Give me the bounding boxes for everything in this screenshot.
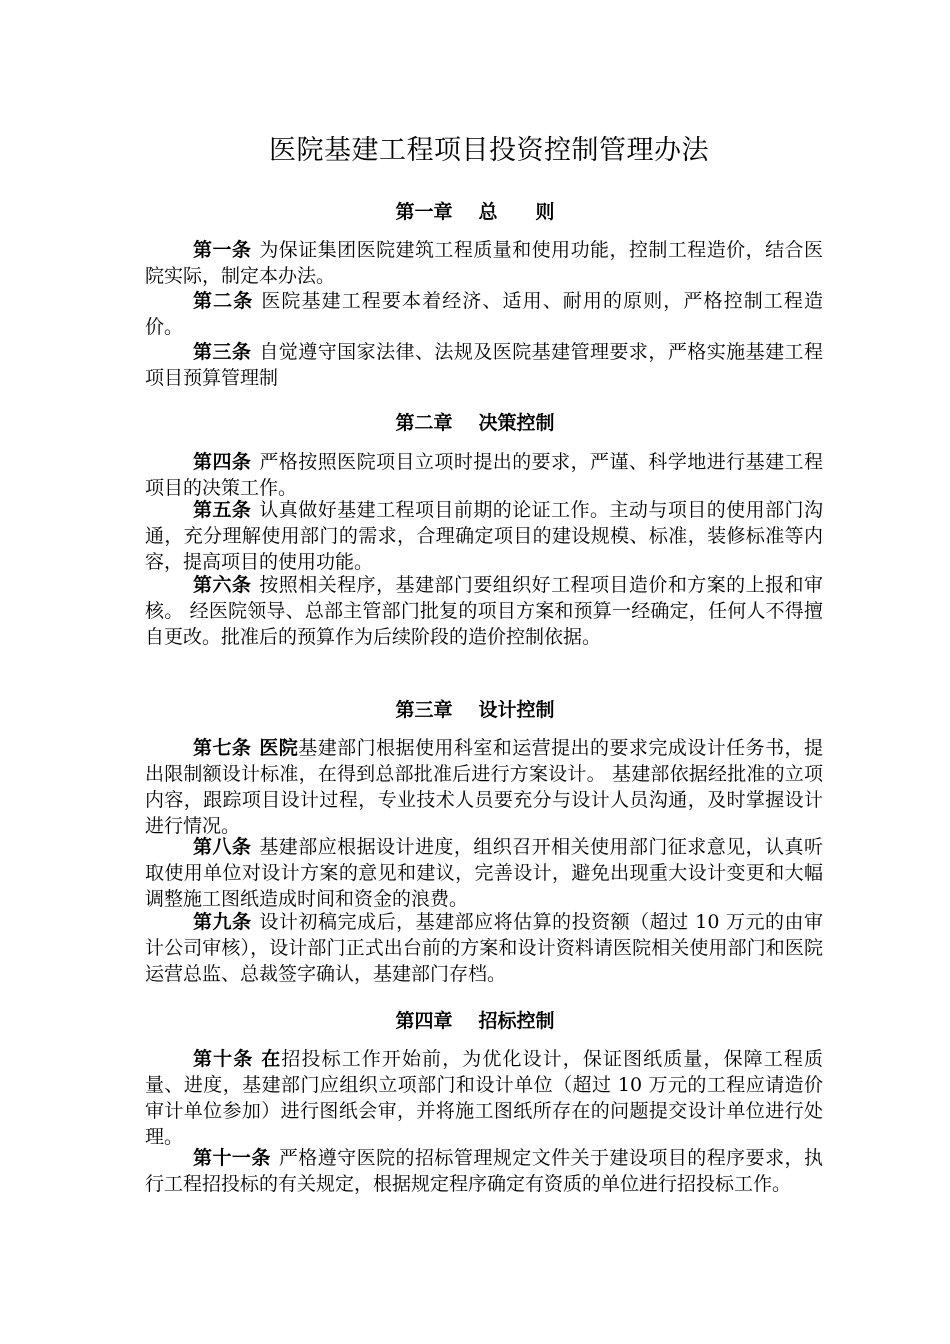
article-label: 第二条 [193,290,254,312]
chapter-label: 第二章 [395,412,453,434]
document-title: 医院基建工程项目投资控制管理办法 [269,135,709,166]
chapter-label: 第三章 [395,699,453,721]
article-3 [145,339,823,391]
article-text: 认真做好基建工程项目前期的论证工作。主动与项目的使用部门沟通，充分理解使用部门的需求，合理确定项目的建设规模、标准，装修标准等内容，提高项目的使用功能。 [145,499,823,573]
article-4 [145,449,823,501]
article-lead: 医院 [259,737,299,759]
article-10 [145,1046,823,1150]
chapter-heading-1 [0,199,950,225]
chapter-name-part: 总 [478,201,498,223]
article-label: 第五条 [193,499,252,521]
article-text: 基建部应根据设计进度，组织召开相关使用部门征求意见，认真听取使用单位对设计方案的意见和建议，完善设计，避免出现重大设计变更和大幅调整施工图纸造成时间和资金的浪费。 [145,836,823,910]
article-text: 严格遵守医院的招标管理规定文件关于建设项目的程序要求，执行工程招投标的有关规定，根据规定程序确定有资质的单位进行招投标工作。 [145,1147,823,1195]
chapter-heading-4 [0,1008,950,1034]
article-label: 第九条 [193,911,252,933]
article-label: 第三条 [193,341,252,363]
article-text: 医院基建工程要本着经济、适用、耐用的原则，严格控制工程造价。 [145,290,823,338]
article-label: 第十一条 [193,1147,271,1169]
article-label: 第七条 [193,737,252,759]
article-label: 第十条 [193,1048,254,1070]
article-label: 第八条 [193,836,252,858]
chapter-heading-2 [0,410,950,436]
article-text: 招投标工作开始前，为优化设计，保证图纸质量，保障工程质量、进度，基建部门应组织立项部门和设计单位（超过 10 万元的工程应请造价审计单位参加）进行图纸会审，并将施工图纸所存在的问题提交设计单位进行处理。 [145,1048,823,1148]
article-label: 第六条 [193,574,252,596]
article-text: 为保证集团医院建筑工程质量和使用功能，控制工程造价，结合医院实际，制定本办法。 [145,239,823,287]
chapter-label: 第一章 [395,201,453,223]
article-7 [145,735,823,839]
chapter-label: 第四章 [395,1010,453,1032]
article-label: 第一条 [193,239,252,261]
article-text: 严格按照医院项目立项时提出的要求，严谨、科学地进行基建工程项目的决策工作。 [145,451,823,499]
chapter-name-part: 则 [535,201,555,223]
chapter-name: 招标控制 [478,1010,555,1032]
article-lead: 在 [261,1048,282,1070]
article-1 [145,237,823,289]
article-6 [145,572,823,650]
chapter-heading-3 [0,697,950,723]
chapter-name: 设计控制 [478,699,555,721]
article-text: 自觉遵守国家法律、法规及医院基建管理要求，严格实施基建工程项目预算管理制 [145,341,823,389]
article-8 [145,834,823,912]
article-9 [145,909,823,987]
article-text: 基建部门根据使用科室和运营提出的要求完成设计任务书，提出限制额设计标准，在得到总部批准后进行方案设计。 基建部依据经批准的立项内容，跟踪项目设计过程，专业技术人员要充分与设计人员沟通，及时掌握设计进行情况。 [145,737,823,837]
article-5 [145,497,823,575]
article-text: 设计初稿完成后，基建部应将估算的投资额（超过 10 万元的由审计公司审核），设计部门正式出台前的方案和设计资料请医院相关使用部门和医院运营总监、总裁签字确认，基建部门存档。 [145,911,823,985]
article-text: 按照相关程序，基建部门要组织好工程项目造价和方案的上报和审核。 经医院领导、总部主管部门批复的项目方案和预算一经确定，任何人不得擅自更改。批准后的预算作为后续阶段的造价控制依据。 [145,574,823,648]
article-label: 第四条 [193,451,252,473]
chapter-name: 决策控制 [478,412,555,434]
article-2 [145,288,823,340]
article-11 [145,1145,823,1197]
